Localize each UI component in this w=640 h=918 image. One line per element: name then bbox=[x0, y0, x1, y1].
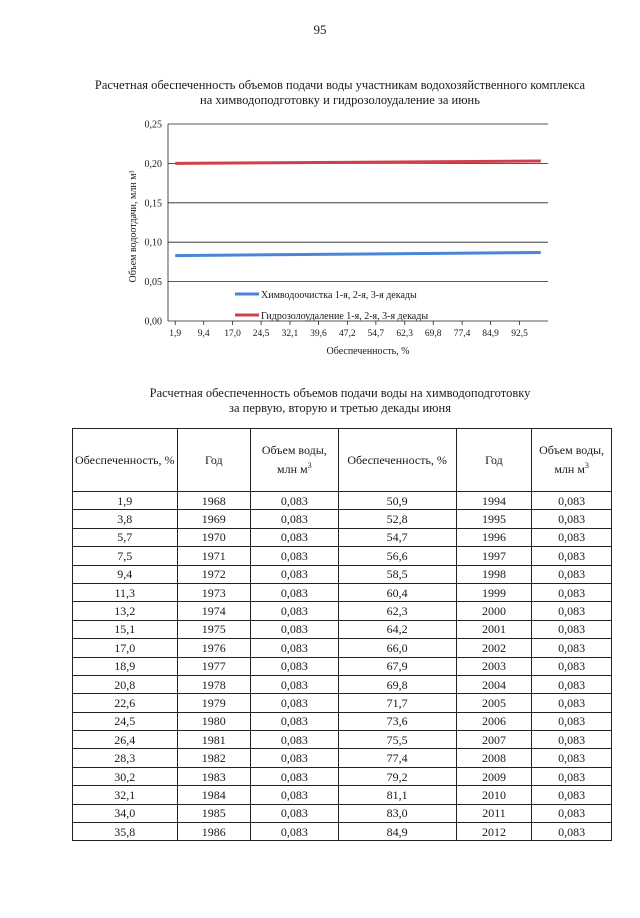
cell-volume: 0,083 bbox=[532, 767, 612, 785]
cell-volume: 0,083 bbox=[532, 583, 612, 601]
cell-security: 34,0 bbox=[73, 804, 178, 822]
header-volume-1-sup: 3 bbox=[307, 461, 312, 470]
table-row bbox=[73, 510, 612, 528]
table-row bbox=[73, 675, 612, 693]
table-row bbox=[73, 639, 612, 657]
table-caption-line1: Расчетная обеспеченность объемов подачи воды на химводоподготовку bbox=[149, 386, 531, 400]
cell-volume: 0,083 bbox=[532, 749, 612, 767]
table-header-row bbox=[73, 429, 612, 492]
cell-volume: 0,083 bbox=[251, 767, 338, 785]
cell-volume: 0,083 bbox=[251, 583, 338, 601]
cell-volume: 0,083 bbox=[251, 639, 338, 657]
y-tick-label: 0,05 bbox=[144, 277, 162, 289]
y-tick-label: 0,15 bbox=[144, 198, 162, 210]
cell-volume: 0,083 bbox=[251, 712, 338, 730]
series-line-0 bbox=[175, 252, 541, 255]
cell-year: 2012 bbox=[456, 823, 532, 841]
cell-security: 32,1 bbox=[73, 786, 178, 804]
table-row bbox=[73, 767, 612, 785]
x-axis-label: Обеспеченность, % bbox=[326, 346, 410, 357]
cell-volume: 0,083 bbox=[532, 786, 612, 804]
cell-year: 1974 bbox=[177, 602, 251, 620]
cell-year: 1970 bbox=[177, 528, 251, 546]
cell-security: 73,6 bbox=[338, 712, 456, 730]
cell-security: 11,3 bbox=[73, 583, 178, 601]
cell-volume: 0,083 bbox=[532, 565, 612, 583]
cell-year: 1994 bbox=[456, 492, 532, 510]
cell-security: 15,1 bbox=[73, 620, 178, 638]
cell-security: 17,0 bbox=[73, 639, 178, 657]
cell-volume: 0,083 bbox=[251, 786, 338, 804]
page-number: 95 bbox=[313, 22, 327, 37]
cell-year: 2001 bbox=[456, 620, 532, 638]
cell-year: 1985 bbox=[177, 804, 251, 822]
cell-security: 35,8 bbox=[73, 823, 178, 841]
cell-security: 79,2 bbox=[338, 767, 456, 785]
header-volume-2 bbox=[532, 429, 612, 492]
cell-year: 1995 bbox=[456, 510, 532, 528]
legend-label-0: Химводоочистка 1-я, 2-я, 3-я декады bbox=[261, 290, 417, 301]
cell-year: 2009 bbox=[456, 767, 532, 785]
cell-volume: 0,083 bbox=[251, 492, 338, 510]
cell-year: 1996 bbox=[456, 528, 532, 546]
cell-volume: 0,083 bbox=[251, 804, 338, 822]
x-tick-label: 92,5 bbox=[511, 329, 528, 339]
y-axis-label: Объем водоотдачи, млн м³ bbox=[128, 170, 139, 283]
y-tick-label: 0,10 bbox=[144, 237, 162, 249]
y-tick-label: 0,00 bbox=[144, 316, 162, 328]
table-row bbox=[73, 565, 612, 583]
cell-volume: 0,083 bbox=[532, 712, 612, 730]
cell-security: 81,1 bbox=[338, 786, 456, 804]
table-row bbox=[73, 786, 612, 804]
chart-title bbox=[40, 78, 640, 108]
cell-security: 77,4 bbox=[338, 749, 456, 767]
cell-security: 71,7 bbox=[338, 694, 456, 712]
cell-year: 1997 bbox=[456, 547, 532, 565]
table-row bbox=[73, 749, 612, 767]
cell-security: 50,9 bbox=[338, 492, 456, 510]
cell-volume: 0,083 bbox=[251, 510, 338, 528]
data-table bbox=[72, 428, 612, 841]
cell-year: 1976 bbox=[177, 639, 251, 657]
table-row bbox=[73, 547, 612, 565]
cell-volume: 0,083 bbox=[532, 620, 612, 638]
header-security-2: Обеспеченность, % bbox=[338, 429, 456, 492]
cell-volume: 0,083 bbox=[532, 639, 612, 657]
cell-year: 1998 bbox=[456, 565, 532, 583]
cell-security: 75,5 bbox=[338, 731, 456, 749]
table-row bbox=[73, 804, 612, 822]
cell-volume: 0,083 bbox=[532, 528, 612, 546]
cell-year: 1980 bbox=[177, 712, 251, 730]
cell-year: 2007 bbox=[456, 731, 532, 749]
cell-security: 28,3 bbox=[73, 749, 178, 767]
header-volume-1 bbox=[251, 429, 338, 492]
cell-year: 1984 bbox=[177, 786, 251, 804]
y-tick-label: 0,20 bbox=[144, 158, 162, 170]
cell-security: 54,7 bbox=[338, 528, 456, 546]
header-year-1: Год bbox=[177, 429, 251, 492]
chart-title-line1: Расчетная обеспеченность объемов подачи воды участникам водохозяйственного комплекса bbox=[94, 78, 586, 92]
x-tick-label: 54,7 bbox=[367, 329, 385, 339]
cell-security: 66,0 bbox=[338, 639, 456, 657]
header-security-1: Обеспеченность, % bbox=[73, 429, 178, 492]
table-body bbox=[73, 492, 612, 841]
cell-volume: 0,083 bbox=[251, 528, 338, 546]
cell-year: 2006 bbox=[456, 712, 532, 730]
x-tick-label: 39,6 bbox=[310, 329, 327, 339]
cell-year: 2011 bbox=[456, 804, 532, 822]
line-chart bbox=[120, 110, 560, 358]
cell-volume: 0,083 bbox=[251, 694, 338, 712]
cell-volume: 0,083 bbox=[251, 602, 338, 620]
table-row bbox=[73, 602, 612, 620]
cell-year: 2004 bbox=[456, 675, 532, 693]
cell-volume: 0,083 bbox=[251, 657, 338, 675]
cell-volume: 0,083 bbox=[532, 510, 612, 528]
x-tick-label: 32,1 bbox=[281, 329, 299, 339]
x-tick-label: 1,9 bbox=[169, 329, 182, 339]
cell-year: 1968 bbox=[177, 492, 251, 510]
cell-year: 2002 bbox=[456, 639, 532, 657]
cell-volume: 0,083 bbox=[251, 749, 338, 767]
cell-year: 2010 bbox=[456, 786, 532, 804]
cell-security: 9,4 bbox=[73, 565, 178, 583]
x-tick-label: 47,2 bbox=[339, 329, 356, 339]
cell-year: 1986 bbox=[177, 823, 251, 841]
cell-volume: 0,083 bbox=[532, 823, 612, 841]
cell-security: 67,9 bbox=[338, 657, 456, 675]
x-tick-label: 9,4 bbox=[197, 329, 210, 339]
cell-volume: 0,083 bbox=[251, 675, 338, 693]
cell-year: 1969 bbox=[177, 510, 251, 528]
header-year-2: Год bbox=[456, 429, 532, 492]
cell-volume: 0,083 bbox=[532, 731, 612, 749]
header-volume-2-label: Объем воды, млн м bbox=[539, 443, 605, 476]
table-row bbox=[73, 694, 612, 712]
cell-year: 1971 bbox=[177, 547, 251, 565]
table-row bbox=[73, 823, 612, 841]
cell-year: 1983 bbox=[177, 767, 251, 785]
cell-security: 20,8 bbox=[73, 675, 178, 693]
cell-security: 56,6 bbox=[338, 547, 456, 565]
cell-security: 3,8 bbox=[73, 510, 178, 528]
cell-year: 1999 bbox=[456, 583, 532, 601]
cell-volume: 0,083 bbox=[532, 492, 612, 510]
cell-volume: 0,083 bbox=[251, 823, 338, 841]
cell-volume: 0,083 bbox=[532, 675, 612, 693]
cell-year: 2008 bbox=[456, 749, 532, 767]
cell-year: 1973 bbox=[177, 583, 251, 601]
cell-volume: 0,083 bbox=[251, 620, 338, 638]
cell-year: 2005 bbox=[456, 694, 532, 712]
cell-volume: 0,083 bbox=[532, 547, 612, 565]
table-caption bbox=[40, 386, 640, 416]
cell-year: 1972 bbox=[177, 565, 251, 583]
cell-year: 2003 bbox=[456, 657, 532, 675]
legend-label-1: Гидрозолоудаление 1-я, 2-я, 3-я декады bbox=[261, 311, 429, 322]
x-tick-label: 62,3 bbox=[396, 329, 414, 339]
cell-security: 69,8 bbox=[338, 675, 456, 693]
cell-security: 7,5 bbox=[73, 547, 178, 565]
cell-security: 62,3 bbox=[338, 602, 456, 620]
cell-volume: 0,083 bbox=[251, 731, 338, 749]
x-tick-label: 24,5 bbox=[252, 329, 270, 339]
cell-volume: 0,083 bbox=[532, 694, 612, 712]
cell-volume: 0,083 bbox=[251, 547, 338, 565]
cell-security: 13,2 bbox=[73, 602, 178, 620]
cell-year: 1978 bbox=[177, 675, 251, 693]
table-row bbox=[73, 657, 612, 675]
table-row bbox=[73, 731, 612, 749]
table-row bbox=[73, 583, 612, 601]
cell-year: 1979 bbox=[177, 694, 251, 712]
cell-security: 60,4 bbox=[338, 583, 456, 601]
cell-security: 30,2 bbox=[73, 767, 178, 785]
cell-security: 22,6 bbox=[73, 694, 178, 712]
table-row bbox=[73, 712, 612, 730]
cell-volume: 0,083 bbox=[532, 804, 612, 822]
cell-security: 58,5 bbox=[338, 565, 456, 583]
cell-year: 2000 bbox=[456, 602, 532, 620]
cell-security: 26,4 bbox=[73, 731, 178, 749]
cell-security: 52,8 bbox=[338, 510, 456, 528]
cell-security: 18,9 bbox=[73, 657, 178, 675]
header-volume-1-label: Объем воды, млн м bbox=[261, 443, 327, 476]
x-tick-label: 17,0 bbox=[224, 329, 241, 339]
cell-volume: 0,083 bbox=[532, 602, 612, 620]
chart-title-line2: на химводоподготовку и гидрозолоудаление за июнь bbox=[200, 93, 480, 107]
table-row bbox=[73, 492, 612, 510]
x-tick-label: 69,8 bbox=[424, 329, 442, 339]
cell-security: 84,9 bbox=[338, 823, 456, 841]
table-caption-line2: за первую, вторую и третью декады июня bbox=[229, 401, 451, 415]
cell-volume: 0,083 bbox=[251, 565, 338, 583]
cell-security: 1,9 bbox=[73, 492, 178, 510]
cell-volume: 0,083 bbox=[532, 657, 612, 675]
y-tick-label: 0,25 bbox=[144, 119, 162, 131]
cell-year: 1981 bbox=[177, 731, 251, 749]
header-volume-2-sup: 3 bbox=[584, 461, 589, 470]
cell-security: 5,7 bbox=[73, 528, 178, 546]
cell-security: 64,2 bbox=[338, 620, 456, 638]
cell-year: 1975 bbox=[177, 620, 251, 638]
cell-year: 1982 bbox=[177, 749, 251, 767]
x-tick-label: 77,4 bbox=[453, 329, 471, 339]
cell-security: 24,5 bbox=[73, 712, 178, 730]
table-row bbox=[73, 528, 612, 546]
cell-security: 83,0 bbox=[338, 804, 456, 822]
x-tick-label: 84,9 bbox=[482, 329, 499, 339]
table-row bbox=[73, 620, 612, 638]
cell-year: 1977 bbox=[177, 657, 251, 675]
